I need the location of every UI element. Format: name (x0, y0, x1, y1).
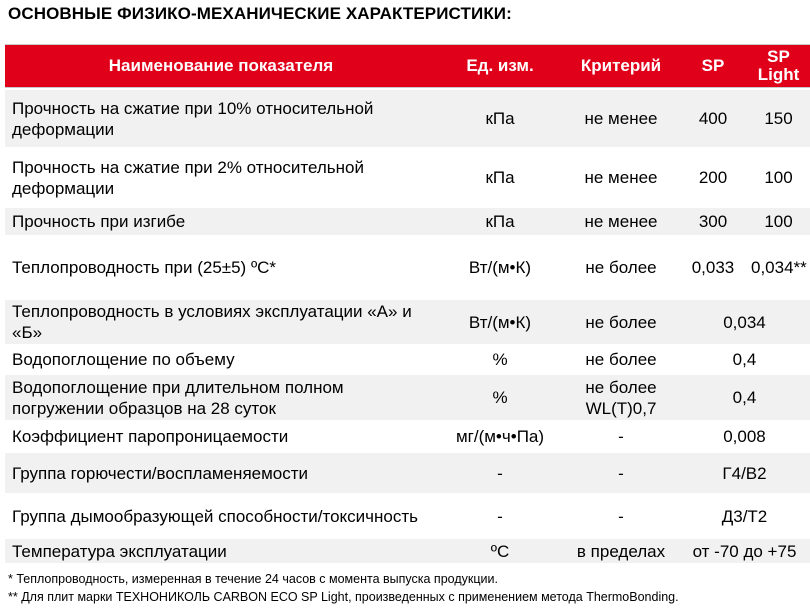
row-criterion: не более (585, 258, 657, 277)
row-criterion: - (618, 427, 624, 446)
row-sp: 200 (698, 168, 728, 187)
header-sp-light: SP Light (747, 44, 810, 88)
table-header-row (5, 44, 810, 88)
table-row (5, 539, 810, 563)
row-unit: Вт/(м•К) (437, 300, 563, 344)
row-criterion: не менее (563, 90, 679, 147)
row-value: от -70 до +75 (679, 539, 810, 563)
header-sp: SP (679, 44, 747, 88)
row-criterion: - (563, 453, 679, 493)
row-name: Температура эксплуатации (5, 539, 437, 563)
table-row (5, 300, 810, 344)
row-name: Водопоглощение по объему (12, 350, 235, 369)
row-unit: кПа (437, 208, 563, 235)
row-value: 0,4 (679, 375, 810, 420)
footnote-2: ** Для плит марки ТЕХНОНИКОЛЬ CARBON ECO SP Light, произведенных с применением метода ThermoBonding. (8, 590, 679, 604)
row-sp-light: 100 (764, 168, 793, 187)
row-name: Теплопроводность при (25±5) ºС* (12, 258, 277, 277)
characteristics-table (5, 42, 810, 565)
row-name: Коэффициент паропроницаемости (12, 427, 289, 446)
row-criterion: - (618, 506, 624, 526)
row-name: Группа дымообразующей способности/токсичность (12, 506, 419, 526)
row-name: Группа горючести/воспламеняемости (5, 453, 437, 493)
row-name: Прочность на сжатие при 2% относительной деформации (12, 157, 364, 198)
row-name: Водопоглощение при длительном полном погружении образцов на 28 суток (5, 375, 437, 420)
footnote-1: * Теплопроводность, измеренная в течение 24 часов с момента выпуска продукции. (8, 572, 498, 586)
row-criterion: не менее (563, 208, 679, 235)
row-sp-light: 100 (747, 208, 810, 235)
row-unit: - (437, 453, 563, 493)
row-unit: кПа (485, 168, 515, 187)
table-row (5, 495, 810, 537)
table-row (5, 237, 810, 298)
table-row (5, 422, 810, 451)
row-value: Г4/В2 (679, 453, 810, 493)
table-row (5, 208, 810, 235)
row-value: Д3/Т2 (721, 506, 768, 526)
row-criterion: не менее (584, 168, 658, 187)
row-name: Прочность при изгибе (5, 208, 437, 235)
table-row (5, 90, 810, 147)
row-name: Прочность на сжатие при 10% относительной деформации (5, 90, 437, 147)
row-value: 0,4 (732, 350, 757, 369)
row-sp: 400 (679, 90, 747, 147)
row-unit: ºС (437, 539, 563, 563)
header-criterion: Критерий (563, 44, 679, 88)
header-name: Наименование показателя (5, 44, 437, 88)
row-criterion: не более (563, 300, 679, 344)
row-sp: 0,033 (691, 258, 735, 277)
row-sp: 300 (679, 208, 747, 235)
row-unit: кПа (437, 90, 563, 147)
row-value: 0,008 (723, 427, 766, 446)
row-sp-light: 0,034** (751, 258, 807, 277)
row-value: 0,034 (679, 300, 810, 344)
row-unit: Вт/(м•К) (468, 258, 532, 277)
row-criterion: не более (585, 350, 657, 369)
row-unit: мг/(м•ч•Па) (455, 427, 545, 446)
table-row (5, 346, 810, 373)
row-unit: % (492, 350, 508, 369)
row-name: Теплопроводность в условиях эксплуатации «А» и «Б» (5, 300, 437, 344)
row-unit: - (497, 506, 503, 526)
row-unit: % (437, 375, 563, 420)
table-row (5, 453, 810, 493)
row-sp-light: 150 (747, 90, 810, 147)
page-title: ОСНОВНЫЕ ФИЗИКО-МЕХАНИЧЕСКИЕ ХАРАКТЕРИСТИКИ: (8, 4, 512, 23)
row-criterion: в пределах (563, 539, 679, 563)
header-unit: Ед. изм. (437, 44, 563, 88)
table-row (5, 149, 810, 206)
row-criterion: не более WL(T)0,7 (563, 375, 679, 420)
table-row (5, 375, 810, 420)
